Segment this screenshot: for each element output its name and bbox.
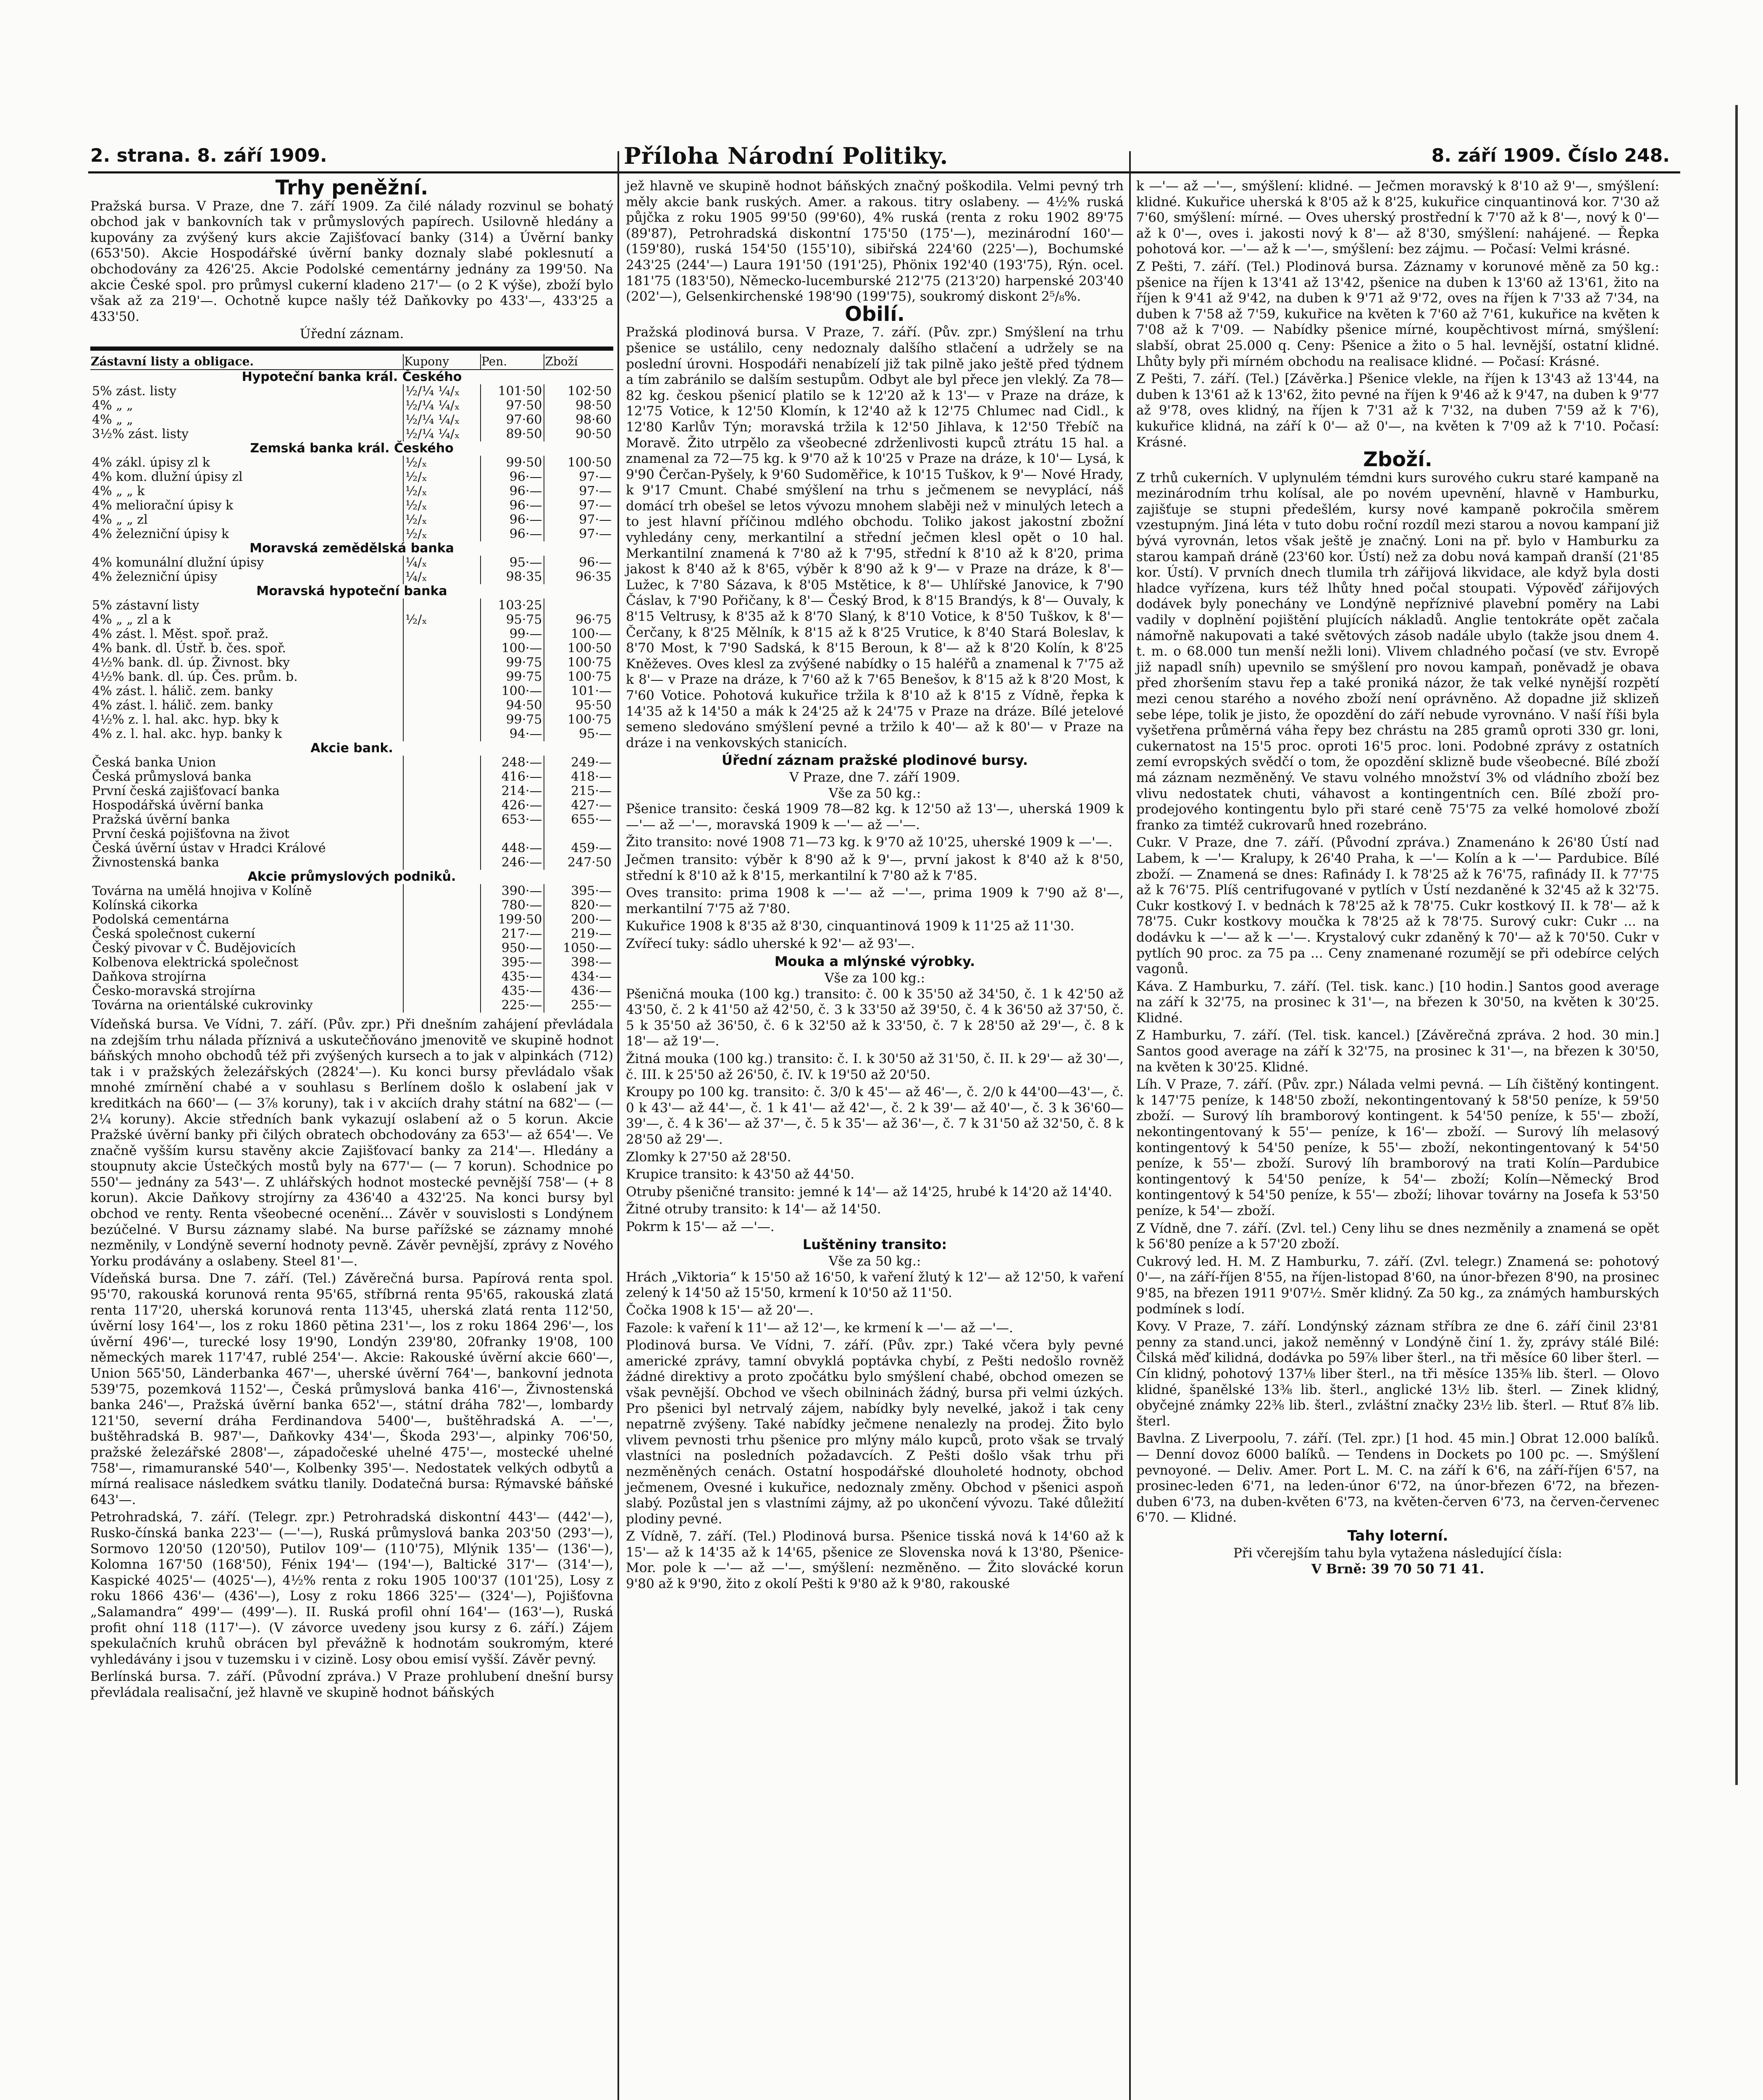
groats: Kroupy po 100 kg. transito: č. 3/0 k 45'— až 46'—, č. 2/0 k 44'00—43'—, č. 0 k 43'— až 44'—, č. 1 k 41'— až 42'—, č. 2 k 39'— až 40'—, č. 3 k 36'60—39'—, č. 4 k 36'— až 37'—, č. 5 k 35'— až 36'—, č. 7 k 31'50 až 32'50, č. 8 k 28'50 až 29'—.: [626, 1084, 1124, 1147]
bond-coupons: [403, 727, 481, 741]
bond-name: 4% komunální dlužní úpisy: [92, 555, 264, 570]
bond-name: 5% zást. listy: [92, 383, 176, 399]
bond-money: 248·—: [481, 756, 544, 770]
bond-name: 4% zást. l. hálič. zem. banky: [92, 683, 273, 698]
bond-money: 96·—: [481, 484, 544, 499]
bond-money: 89·50: [481, 427, 544, 441]
bond-name: Česká společnost cukerní: [92, 926, 255, 941]
bond-name: První česká zajišťovací banka: [92, 783, 280, 798]
lottery-intro: Při včerejším tahu byla vytažena následující čísla:: [1233, 1546, 1562, 1561]
bond-money: 435·—: [481, 984, 544, 998]
bond-goods: 97·—: [544, 499, 613, 513]
bond-goods: 434·—: [544, 970, 613, 984]
bond-section-row: [90, 370, 613, 384]
bond-row: [90, 470, 613, 484]
bond-goods: 98·50: [544, 399, 613, 413]
lottery-result: [1136, 1562, 1659, 1578]
bond-section-label: Moravská zemědělská banka: [250, 541, 454, 556]
bond-section-row: [90, 870, 613, 884]
bond-section-row: [90, 741, 613, 756]
bond-row: [90, 698, 613, 713]
bond-name: 4% „ „ zl: [92, 512, 148, 527]
bond-goods: 100·—: [544, 627, 613, 641]
bond-coupons: ½/ₓ: [403, 613, 481, 627]
bond-row: [90, 499, 613, 513]
bond-coupons: [403, 856, 481, 870]
lottery-title: Tahy loterní.: [1347, 1527, 1448, 1544]
bond-table-header-name: Zástavní listy a obligace.: [90, 354, 403, 370]
bond-table-header-coupons: Kupony: [403, 354, 481, 370]
bond-row: [90, 784, 613, 798]
bond-section-row: [90, 541, 613, 556]
bond-name: Pražská úvěrní banka: [92, 812, 230, 827]
bond-coupons: ½/¼ ¼/ₓ: [403, 399, 481, 413]
bond-name: 4½% bank. dl. úp. Čes. prům. b.: [92, 669, 298, 684]
bond-table-header-money: Pen.: [481, 354, 544, 370]
bond-row: [90, 484, 613, 499]
bond-goods: 96·75: [544, 613, 613, 627]
bond-name: Kolínská cikorka: [92, 898, 198, 913]
bond-row: [90, 756, 613, 770]
coffee-1: Káva. Z Hamburku, 7. září. (Tel. tisk. kanc.) [10 hodin.] Santos good average na září k 32'75, na prosinec k 31'—, na březen k 30'50, na květen k 30'25. Klidné.: [1136, 979, 1659, 1026]
bond-name: 4% zást. l. hálič. zem. banky: [92, 698, 273, 713]
bond-money: 653·—: [481, 813, 544, 827]
bond-money: 98·35: [481, 570, 544, 584]
bond-coupons: [403, 827, 481, 841]
bond-name: Továrna na orientálské cukrovinky: [92, 998, 313, 1013]
bond-goods: 200·—: [544, 913, 613, 927]
bond-goods: 100·75: [544, 656, 613, 670]
bond-coupons: [403, 998, 481, 1013]
bond-money: 94·—: [481, 727, 544, 741]
bond-row: [90, 884, 613, 898]
animal-fats: Zvířecí tuky: sádlo uherské k 92'— až 93'—.: [626, 936, 915, 951]
bond-coupons: [403, 784, 481, 798]
bond-name: 4½% bank. dl. úp. Živnost. bky: [92, 655, 290, 670]
bond-goods: 96·35: [544, 570, 613, 584]
bond-money: 99·50: [481, 456, 544, 470]
oats-transit: Oves transito: prima 1908 k —'— až —'—, prima 1909 k 7'90 až 8'—, merkantilní 7'75 až 7'80.: [626, 885, 1124, 916]
bond-coupons: ½/ₓ: [403, 484, 481, 499]
bond-coupons: [403, 698, 481, 713]
unit-note-legumes: Vše za 50 kg.:: [828, 1254, 921, 1269]
pest-produce-2: Z Pešti, 7. září. (Tel.) Plodinová bursa. Záznamy v korunové měně za 50 kg.: pšenice na říjen k 13'41 až 13'42, pšenice na duben k 13'60 až 13'61, žito na říjen k 9'41 až 9'42, na duben k 9'71 až 9'72, oves na říjen k 7'33 až 7'34, na duben k 7'58 až 7'59, kukuřice na květen k 7'60 až 7'61, kukuřice na květen k 7'08 až k 7'09. — Nabídky pšenice mírné, koupěchtivost mírná, smýšlení: slabší, obrat 25.000 q. Ceny: Pšenice a žito o 5 hal. levnější, ostatní klidné. Lhůty byly při mírném obchodu na realisace klidné. — Počasí: Krásné.: [1136, 259, 1659, 369]
page-header: [90, 142, 1670, 174]
bond-money: 435·—: [481, 970, 544, 984]
bond-money: 99·75: [481, 713, 544, 727]
bond-row: [90, 384, 613, 399]
bond-section-row: [90, 584, 613, 598]
bond-coupons: ½/¼ ¼/ₓ: [403, 427, 481, 441]
bond-goods: 95·—: [544, 727, 613, 741]
bond-row: [90, 798, 613, 813]
bond-goods: 395·—: [544, 884, 613, 898]
bond-row: [90, 598, 613, 613]
bond-goods: 100·50: [544, 456, 613, 470]
pest-produce-3: Z Pešti, 7. září. (Tel.) [Závěrka.] Pšenice vlekle, na říjen k 13'43 až 13'44, na duben k 13'61 až k 13'62, žito pevné na říjen k 9'46 až k 9'47, na duben k 9'77 až 9'78, oves klidný, na říjen k 7'31 až k 7'32, na duben 7'59 až k 7'6), kukuřice klidná, na září k 0'— až 0'—, na květen k 7'09 až k 7'10. Počasí: Krásné.: [1136, 371, 1659, 450]
bond-coupons: [403, 598, 481, 613]
bond-name: Česká úvěrní ústav v Hradci Králové: [92, 840, 326, 856]
bond-name: 3½% zást. listy: [92, 426, 189, 441]
header-right: 8. září 1909. Číslo 248.: [1431, 145, 1670, 166]
sugar-ice: Cukrový led. H. M. Z Hamburku, 7. září. (Zvl. telegr.) Znamená se: pohotový 0'—, na září-říjen 8'55, na říjen-listopad 8'60, na únor-březen 8'90, na prosinec 9'85, na březen 1911 9'07½. Směr klidný. Za 50 kg., za známých hamburských podmínek s lodí.: [1136, 1254, 1659, 1317]
vienna-bourse-text: Vídeňská bursa. Ve Vídni, 7. září. (Pův. zpr.) Při dnešním zahájení převládala na zdejším trhu nálada příznivá a uskutečňováno jmenovitě ve skupině hodnot báňských mnoho obchodů též při zvýšených kursech a to jak v alpinkách (712) tak i v pražských železářských (2824'—). Ku konci bursy převládalo však mnohé zmírnění chabé a v souhlasu s Berlínem došlo k oslabení jak v kreditkách na 660'— (— 3⅞ koruny), tak i v akciích drahy státní na 682'— (— 2¼ koruny). Akcie středních bank vykazují oslabení až o 5 korun. Akcie Pražské úvěrní banky při čilých obratech obchodovány za 653'— až 654'—. Ve značně vyšším kursu stavěny akcie Zajišťovací banky za 214'—. Hledány a stoupnuty akcie Ústečkých mostů byly na 677'— (— 7 korun). Schodnice po 550'— jednány za 543'—. Z uhlářských hodnot mostecké pevnější 758'— (+ 8 korun). Akcie Daňkovy strojírny za 436'40 a 432'25. Na konci bursy byl obchod ve renty. Renta všeobecné ocenění... Závěr v souvislosti s Londýnem bezúčelné. V Bursu záznamy slabé. Na burse pařížské se záznamy mnohé nezměnily, v Londýně severní hodnoty pevně. Závěr pevnější, zprávy z Nového Yorku prodávány a oslabeny. Steel 81'—.: [90, 1016, 613, 1269]
unit-note-100kg: Vše za 100 kg.:: [824, 971, 925, 986]
spirits: Líh. V Praze, 7. září. (Pův. zpr.) Nálada velmi pevná. — Líh čištěný kontingent. k 147'75 peníze, k 148'50 zboží, nekontingentovaný k 58'50 peníze, k 59'50 zboží. — Surový líh bramborový kontingent. k 54'50 peníze, k 55'— zboží, nekontingentovaný k 55'— peníze, k 16'— zboží. — Surový líh melasový kontingentový k 54'50 peníze, k 55'— zboží, nekontingentovaný k 54'50 peníze, k 55'— zboží. Surový líh bramborový na trati Kolín—Pardubice kontingentový k 54'50 peníze, k 54'— zboží; Kolín—Německý Brod kontingentový k 54'50 peníze, k 55'— zboží; lihovar továrny na Josefa k 53'50 peníze, k 54'— zboží.: [1136, 1077, 1659, 1218]
bond-name: 4% zákl. úpisy zl k: [92, 455, 210, 470]
rye-bran: Žitné otruby transito: k 14'— až 14'50.: [626, 1202, 881, 1217]
lentils: Čočka 1908 k 15'— až 20'—.: [626, 1302, 814, 1318]
rye-flour: Žitná mouka (100 kg.) transito: č. I. k 30'50 až 31'50, č. II. k 29'— až 30'—, č. III. k 25'50 až 26'50, č. IV. k 19'50 až 20'50.: [626, 1051, 1124, 1082]
corn-transit: Kukuřice 1908 k 8'35 až 8'30, cinquantinová 1909 k 11'25 až 11'30.: [626, 919, 1075, 934]
bond-money: 390·—: [481, 884, 544, 898]
bond-coupons: [403, 770, 481, 784]
bond-name: 4% z. l. hal. akc. hyp. banky k: [92, 726, 282, 741]
bond-name: Česká průmyslová banka: [92, 769, 252, 784]
bond-goods: 101·—: [544, 684, 613, 698]
column-1: [90, 178, 613, 1702]
bond-goods: 97·—: [544, 527, 613, 541]
column-rule-1: [617, 151, 619, 2100]
bond-money: 950·—: [481, 941, 544, 956]
bond-row: [90, 641, 613, 656]
bond-money: 416·—: [481, 770, 544, 784]
petersburg-text: Petrohradská, 7. září. (Telegr. zpr.) Petrohradská diskontní 443'— (442'—), Rusko-čínská banka 223'— (—'—), Ruská průmyslová banka 203'50 (293'—), Sormovo 120'50 (120'50), Putilov 109'— (110'75), Mlýnik 135'— (136'—), Kolomna 167'50 (168'50), Fénix 194'— (194'—), Baltické 317'— (314'—), Kaspické 4025'— (4025'—), 4½% renta z roku 1905 100'37 (101'25), Losy z roku 1866 436'— (436'—), Losy z roku 1866 325'— (324'—), Pojišťovna „Salamandra“ 499'— (499'—). II. Ruská profil ohní 164'— (163'—), Ruská profit ohní 118 (117'—). (V závorce uvedeny jsou kursy z 6. září.) Zájem spekulačních kruhů obrácen byl převážně k hodnotám soukromým, které vyhledávány i jsou v tuzemsku i v cizině. Losy obou emisí vyšší. Závěr pevný.: [90, 1509, 613, 1667]
wheat-flour: Pšeničná mouka (100 kg.) transito: č. 00 k 35'50 až 34'50, č. 1 k 42'50 až 43'50, č. 2 k 41'50 až 42'50, č. 3 k 33'50 až 39'50, č. 4 k 36'50 až 37'50, č. 5 k 35'50 až 36'50, č. 6 k 32'50 až k 33'50, č. 7 k 28'50 až 29'—, č. 8 k 18'— až 19'—.: [626, 986, 1124, 1049]
bond-row: [90, 984, 613, 998]
bond-coupons: ½/ₓ: [403, 456, 481, 470]
header-title: Příloha Národní Politiky.: [624, 142, 948, 169]
bond-goods: 95·50: [544, 698, 613, 713]
bond-goods: 249·—: [544, 756, 613, 770]
berlin-text: Berlínská bursa. 7. září. (Původní zpráva.) V Praze prohlubení dnešní bursy převládala realisační, jež hlavně ve skupině hodnot báňských: [90, 1669, 613, 1700]
bond-coupons: [403, 970, 481, 984]
bond-name: 4% zást. l. Měst. spoř. praž.: [92, 626, 269, 641]
bond-name: 4% „ „: [92, 412, 133, 427]
bond-money: 199·50: [481, 913, 544, 927]
margin-rule: [1735, 105, 1738, 1785]
bond-goods: 100·50: [544, 641, 613, 656]
bond-name: Český pivovar v Č. Budějovicích: [92, 940, 296, 956]
official-produce-date: V Praze, dne 7. září 1909.: [789, 769, 960, 785]
bond-section-label: Hypoteční banka král. Českého: [242, 369, 462, 384]
bond-name: Podolská cementárna: [92, 912, 229, 927]
coffee-2: Z Hamburku, 7. září. (Tel. tisk. kancel.) [Závěrečná zpráva. 2 hod. 30 min.] Santos good average na září k 32'75, na prosinec k 31'—, na březen k 30'50, na květen k 30'25. Klidné.: [1136, 1028, 1659, 1075]
bond-row: [90, 913, 613, 927]
sugar-markets: Z trhů cukerních. V uplynulém témdni kurs surového cukru staré kampaně na mezinárodním trhu kolísal, ale po novém upevnění, hlavně v Hamburku, zajišťuje se stupni předešlém, kursy nové kampaně pokročila směrem vzestupným. Jiná léta v tuto dobu roční rozdíl mezi starou a novou kampaní již bývá vyrovnán, letos však ještě je značný. Loni na př. bylo v Hamburku za starou kampaň dráně (23'60 kor. Ústí) než za dobu nová kampaň dranší (21'85 kor. Ústí). V prvních dnech tlumila trh zářijová likvidace, ale když byla dosti hladce vyřízena, kurs též lhůty hned počal stoupati. Výpověď zářijových dodávek byly ponechány ve Londýně nepříznivé plavební poměry na Labi vadily v doplnění pojištění plujících nákladů. Anglie tentokráte opět začala námořně nakupovati a také světových zásob nadále ubylo (takže jsou dnem 4. t. m. o 68.000 tun menší nežli loni). Vlivem chladného počasí (ve stv. Evropě již napadl sníh) upevnilo se smýšlení pro novou kampaň, poněvadž je obava před zhoršením stavu řep a také proniká názor, že tak velké nynější rozpětí mezi cenou starého a nového zboží není oprávněno. Až dopadne již sklizeň sebe lépe, tolik je jisto, že opozdění do září nebude vyrovnáno. V naší říši byla vyšetřena průměrná váha řepy bez chrástu na 285 gramů oproti 330 gr. loni, cukernatost na 15'5 proc. oproti 16'5 proc. loni. Podobné zprávy z ostatních zemí evropských svědčí o tom, že opozdění sklizně bude všeobecné. Bílé zboží má záznam nezměněný. Ve stavu volného množství 3% od vládního zboží bez vlivu nedostatek chuti, váhavost a kontingentních cen. Bílé zboží pro-prodejového kontingentu bylo při staré ceně 75'75 za velké homolové zboží franko za timtéž cukrovarů hned rozebráno.: [1136, 470, 1659, 833]
bond-goods: 459·—: [544, 841, 613, 856]
bond-goods: 90·50: [544, 427, 613, 441]
bond-goods: 215·—: [544, 784, 613, 798]
bond-name: 4% bank. dl. Ústř. b. čes. spoř.: [92, 640, 286, 656]
bond-section-row: [90, 441, 613, 456]
bond-money: 217·—: [481, 927, 544, 941]
bond-coupons: [403, 984, 481, 998]
bond-money: 246·—: [481, 856, 544, 870]
feed: Pokrm k 15'— až —'—.: [626, 1219, 775, 1234]
bond-money: 96·—: [481, 513, 544, 527]
column-2: [626, 178, 1124, 1594]
bond-section-label: Moravská hypoteční banka: [256, 583, 447, 598]
bond-name: Hospodářská úvěrní banka: [92, 798, 264, 813]
section-divider: [90, 346, 613, 351]
bond-row: [90, 770, 613, 784]
bond-coupons: ½/ₓ: [403, 499, 481, 513]
bond-row: [90, 656, 613, 670]
bond-row: [90, 627, 613, 641]
bond-name: 4% železniční úpisy: [92, 569, 218, 584]
bond-name: Česko-moravská strojírna: [92, 983, 256, 998]
bond-money: 96·—: [481, 470, 544, 484]
bond-name: 4% „ „: [92, 398, 133, 413]
bond-row: [90, 727, 613, 741]
bond-coupons: [403, 841, 481, 856]
bond-name: Továrna na umělá hnojiva v Kolíně: [92, 883, 312, 898]
bond-coupons: [403, 641, 481, 656]
official-produce-title: Úřední záznam pražské plodinové bursy.: [722, 752, 1028, 769]
header-left: 2. strana. 8. září 1909.: [90, 145, 327, 166]
cotton: Bavlna. Z Liverpoolu, 7. září. (Tel. zpr.) [1 hod. 45 min.] Obrat 12.000 balíků. — Denní dovoz 6000 balíků. — Tendens in Dockets po 100 pc. —. Smýšlení pevnoyoné. — Deliv. Amer. Port L. M. C. na září k 6'6, na září-říjen 6'57, na prosinec-leden 6'71, na leden-únor 6'72, na únor-březen 6'72, na březen-duben 6'73, na duben-květen 6'73, na květen-červen 6'73, na červen-červenec 6'70. — Klidné.: [1136, 1431, 1659, 1525]
broken-groats: Zlomky k 27'50 až 28'50.: [626, 1149, 791, 1165]
bond-coupons: [403, 670, 481, 684]
column-3: [1136, 178, 1659, 1578]
bond-goods: 98·60: [544, 413, 613, 427]
bond-coupons: ½/ₓ: [403, 527, 481, 541]
bond-name: Česká banka Union: [92, 755, 216, 770]
bond-money: 103·25: [481, 598, 544, 613]
bond-money: 99·75: [481, 656, 544, 670]
bond-goods: 97·—: [544, 470, 613, 484]
bond-row: [90, 898, 613, 913]
bond-goods: 820·—: [544, 898, 613, 913]
bond-coupons: ½/¼ ¼/ₓ: [403, 384, 481, 399]
section-title-goods: Zboží.: [1363, 448, 1432, 472]
rye-transit: Žito transito: nové 1908 71—73 kg. k 9'70 až 10'25, uherské 1909 k —'—.: [626, 835, 1113, 850]
bond-money: [481, 827, 544, 841]
bond-name: 4% kom. dlužní úpisy zl: [92, 469, 243, 484]
bond-name: 4% „ „ zl a k: [92, 612, 171, 627]
bond-money: 99·75: [481, 670, 544, 684]
bond-row: [90, 998, 613, 1013]
peas: Hrách „Viktoria“ k 15'50 až 16'50, k vaření žlutý k 12'— až 12'50, k vaření zelený k 14'50 až 15'50, krmení k 10'50 až 11'50.: [626, 1269, 1124, 1301]
bond-coupons: ½/¼ ¼/ₓ: [403, 413, 481, 427]
bond-coupons: [403, 798, 481, 813]
column-rule-2: [1129, 151, 1131, 2100]
bond-money: 101·50: [481, 384, 544, 399]
bond-name: První česká pojišťovna na život: [92, 826, 290, 841]
bond-table-body: [90, 370, 613, 1013]
bond-goods: 102·50: [544, 384, 613, 399]
bond-row: [90, 570, 613, 584]
bond-goods: 1050·—: [544, 941, 613, 956]
bond-section-label: Zemská banka král. Českého: [250, 441, 454, 456]
bond-coupons: [403, 941, 481, 956]
lottery-numbers: 39 70 50 71 41.: [1371, 1562, 1484, 1577]
bond-table-header-goods: Zboží: [544, 354, 613, 370]
bond-money: 395·—: [481, 956, 544, 970]
bond-coupons: ¼/ₓ: [403, 556, 481, 570]
bond-goods: 655·—: [544, 813, 613, 827]
bond-goods: 398·—: [544, 956, 613, 970]
wheat-bran: Otruby pšeničné transito: jemné k 14'— až 14'25, hrubé k 14'20 až 14'40.: [626, 1184, 1112, 1200]
wheat-transit: Pšenice transito: česká 1909 78—82 kg. k 12'50 až 13'—, uherská 1909 k —'— až —'—, moravská 1909 k —'— až —'—.: [626, 801, 1124, 832]
bond-goods: 247·50: [544, 856, 613, 870]
bond-goods: 427·—: [544, 798, 613, 813]
bond-row: [90, 527, 613, 541]
bond-money: 214·—: [481, 784, 544, 798]
bond-coupons: [403, 813, 481, 827]
bond-money: 99·—: [481, 627, 544, 641]
header-rule: [88, 171, 1680, 173]
bond-row: [90, 456, 613, 470]
vienna-closing-text: Vídeňská bursa. Dne 7. září. (Tel.) Závěrečná bursa. Papírová renta spol. 95'70, rakouská korunová renta 95'65, stříbrná renta 95'65, rakouská zlatá renta 117'20, uherská korunová renta 113'45, uherská zlatá renta 112'50, úvěrní losy 164'—, los z roku 1860 pětina 231'—, los z roku 1864 296'—, los úvěrní 496'—, turecké losy 19'90, Londýn 239'80, 20franky 19'08, 100 německých marek 117'47, rublé 254'—. Akcie: Rakouské úvěrní akcie 660'—, Union 565'50, Länderbanka 467'—, uherské úvěrní 764'—, bankovní jednota 539'75, pozemková 1152'—, Česká průmyslová banka 416'—, Živnostenská banka 246'—, Pražská úvěrní banka 652'—, státní dráha 782'—, lombardy 121'50, severní dráha Ferdinandova 5400'—, buštěhradská A. —'—, buštěhradská B. 987'—, Daňkovky 434'—, Škoda 293'—, alpinky 706'50, pražské železářské 2808'—, západočeské uhelné 475'—, mostecké uhelné 758'—, rimamuranské 540'—, Kolbenky 395'—. Nedostatek velkých odbytů a mírná realisace následkem svátku tlanily. Dodatečná bursa: Rýmavské báňské 643'—.: [90, 1271, 613, 1507]
bond-row: [90, 684, 613, 698]
bond-name: 4% „ „ k: [92, 483, 145, 499]
bond-row: [90, 956, 613, 970]
bond-row: [90, 813, 613, 827]
legumes-title: Luštěniny transito:: [802, 1236, 947, 1252]
vienna-produce-text: Plodinová bursa. Ve Vídni, 7. září. (Pův. zpr.) Také včera byly pevné americké zprávy, tamní obvyklá poptávka chybí, z Pešti nedošlo rovněž žádné direktivy a proto zpočátku bylo smýšlení chabé, obchod omezen se však pevnější. Obchod ve všech obilninách žádný, bursa při velmi úzkých. Pro pšenici byl netrvalý zájem, nabídky byly nevelké, jakož i tak ceny nepatrně zvýšeny. Také nabídky ječmene nenalezly na prodej. Žito bylo vlivem pevnosti trhu pšenice pro mlýny málo kupců, proto však se trvalý vlastníci na posledních požadavcích. Z Pešti došlo však trhu při nezměněných cenách. Ostatní hospodářské dlouholeté hodnoty, obchod ječmenem, Ovesné i kukuřice, nedoznaly změny. Obchod v pšenici aspoň slabý. Pozůstal jen s vlastními zájmy, až po ukončení vývozu. Také důležití plodiny pevné.: [626, 1338, 1124, 1527]
bond-goods: 255·—: [544, 998, 613, 1013]
bond-name: 4% meliorační úpisy k: [92, 498, 234, 513]
bond-row: [90, 556, 613, 570]
bond-money: 95·—: [481, 556, 544, 570]
bond-coupons: [403, 684, 481, 698]
beans: Fazole: k vaření k 11'— až 12'—, ke krmení k —'— až —'—.: [626, 1320, 1013, 1336]
prague-bourse-text: Pražská bursa. V Praze, dne 7. září 1909. Za čilé nálady rozvinul se bohatý obchod jak v bankovních tak v průmyslových papírech. Usilovně hledány a kupovány za zvýšený kurs akcie Zajišťovací banky (314) a Úvěrní banky (653'50). Akcie Hospodářské úvěrní banky doznaly slabé poklesnutí a obchodovány za 426'25. Akcie Podolské cementárny jednány za 199'50. Na akcie České spol. pro průmysl cukerní kladeno 217'— (o 2 K výše), zboží bylo však až za 219'—. Ochotně kupce našly též Daňkovky po 433'—, 433'25 a 433'50.: [90, 198, 613, 324]
bond-goods: 219·—: [544, 927, 613, 941]
metals: Kovy. V Praze, 7. září. Londýnský záznam stříbra ze dne 6. září činil 23'81 penny za stand.unci, jakož neměnný v Londýně činí 1. žy, zprávy stálé Bilé: Čilská měď kilidná, dodávka po 59⅞ liber šterl., na tři měsíce 60 liber šterl. — Cín klidný, pohotový 137⅛ liber šterl., na tři měsíce 135⅜ lib. šterl. — Olovo klidné, španělské 13⅜ lib. šterl., anglické 13½ lib. šterl. — Zinek klidný, obyčejné známky 22⅜ lib. šterl., zvláštní značky 23½ lib. šterl. — Rtuť 8⅞ lib. šterl.: [1136, 1319, 1659, 1429]
bond-coupons: [403, 756, 481, 770]
lottery-place: V Brně:: [1311, 1562, 1366, 1577]
bond-money: 100·—: [481, 641, 544, 656]
bond-name: Daňkova strojírna: [92, 969, 207, 984]
bond-coupons: [403, 913, 481, 927]
bond-coupons: [403, 713, 481, 727]
bond-section-label: Akcie průmyslových podniků.: [247, 869, 456, 884]
bond-table: [90, 354, 613, 1013]
flour-title: Mouka a mlýnské výrobky.: [774, 953, 975, 969]
bond-row: [90, 427, 613, 441]
bond-money: 94·50: [481, 698, 544, 713]
semolina: Krupice transito: k 43'50 až 44'50.: [626, 1167, 855, 1182]
bond-goods: 97·—: [544, 484, 613, 499]
bond-goods: 100·75: [544, 670, 613, 684]
bond-name: Živnostenská banka: [92, 855, 219, 870]
bond-money: 426·—: [481, 798, 544, 813]
bond-row: [90, 713, 613, 727]
bond-coupons: ½/ₓ: [403, 513, 481, 527]
bond-name: Kolbenova elektrická společnost: [92, 955, 299, 970]
bond-coupons: [403, 898, 481, 913]
bond-name: 5% zástavní listy: [92, 598, 200, 613]
bond-money: 96·—: [481, 527, 544, 541]
bond-coupons: [403, 656, 481, 670]
bond-coupons: ½/ₓ: [403, 470, 481, 484]
bond-section-label: Akcie bank.: [310, 740, 393, 756]
bond-money: 97·50: [481, 399, 544, 413]
bond-row: [90, 970, 613, 984]
bond-row: [90, 927, 613, 941]
official-record-label: Úřední záznam.: [300, 326, 404, 342]
bond-money: 97·60: [481, 413, 544, 427]
pest-cont-text: k —'— až —'—, smýšlení: klidné. — Ječmen moravský k 8'10 až 9'—, smýšlení: klidné. Kukuřice uherská k 8'05 až k 8'25, kukuřice cinquantinová kor. 7'30 až 7'60, smýšlení: mírné. — Oves uherský prostřední k 7'70 až k 8'—, nový k 0'— až k 0'—, oves i. jakosti nový k 8'— až 8'30, smýšlení: nahájené. — Řepka pohotová kor. —'— až k —'—, smýšlení: bez zájmu. — Počasí: Velmi krásné.: [1136, 178, 1659, 257]
bond-row: [90, 613, 613, 627]
section-title-grain: Obilí.: [845, 302, 905, 326]
bond-coupons: [403, 627, 481, 641]
bond-goods: 100·75: [544, 713, 613, 727]
spirits-vienna: Z Vídně, dne 7. září. (Zvl. tel.) Ceny lihu se dnes nezměnily a znamená se opět k 56'80 peníze a k 57'20 zboží.: [1136, 1221, 1659, 1252]
bond-goods: 436·—: [544, 984, 613, 998]
bond-row: [90, 827, 613, 841]
unit-note-50kg: Vše za 50 kg.:: [828, 785, 921, 801]
sugar-prague: Cukr. V Praze, dne 7. září. (Původní zpráva.) Znamenáno k 26'80 Ústí nad Labem, k —'— Kralupy, k 26'40 Praha, k —'— Kolín a k —'— Pardubice. Bílé zboží. — Znamená se dnes: Rafinády I. k 78'25 až k 76'75, rafinády II. k 77'75 až k 76'75. Plíš centrifugované v pytlích v Ústí nezdaněné k 32'45 až k 32'75. Cukr kostkový I. v bednách k 78'25 až k 78'75. Cukr kostkový II. k 78'— až k 78'75. Cukr kostkovy moučka k 78'25 až k 78'75. Surový cukr: Cukr ... na dodávku k —'— až k —'—. Krystalový cukr zdaněný k 70'— až k 70'50. Cukr v pytlích 90 proc. za 75 pa ... Ceny znamenané rozumějí se při odebírce celých vagonů.: [1136, 835, 1659, 977]
bond-goods: 96·—: [544, 556, 613, 570]
bond-money: 448·—: [481, 841, 544, 856]
barley-transit: Ječmen transito: výběr k 8'90 až k 9'—, první jakost k 8'40 až k 8'50, střední k 8'10 až k 8'15, merkantilní k 7'80 až k 7'85.: [626, 852, 1124, 883]
bond-goods: [544, 598, 613, 613]
bond-goods: [544, 827, 613, 841]
bond-money: 100·—: [481, 684, 544, 698]
prague-produce-text: Pražská plodinová bursa. V Praze, 7. září. (Pův. zpr.) Smýšlení na trhu pšenice se ustálilo, ceny nedoznaly dalšího stlačení a udržely se na poslední úrovni. Hospodáři nenabízelí již tak pilně jako ještě před týdnem a tím zabránilo se dalším sestupům. Odbyt ale byl přece jen vleklý. Za 78—82 kg. českou pšenicí platilo se k 12'20 až k 13'— v Praze na dráze, k 12'75 Votice, k 12'50 Klomín, k 12'40 až k 12'75 Chlumec nad Cidl., k 12'80 Karlův Týn; moravská tržila k 12'50 Jihlava, k 12'50 Třebíč na Moravě. Žito utrpělo za všeobecné zdrženlivosti kupců ztrátu 15 hal. a znamenal za 72—75 kg. k 9'70 až k 10'25 v Praze na dráze, k 10'— Lysá, k 9'90 Čerčan-Pyšely, k 9'60 Sudoměřice, k 10'15 Tuškov, k 9'— Nové Hrady, k 9'17 Cmunt. Chabé smýšlení na trhu s ječmenem se nevyplácí, náš domácí trh obešel se letos vývozu mnohem slaběji než v minulých letech a to jest hlavní příčinou mdlého obchodu. Toliko jakost jakostní zbožní vyhledány ceny, merkantilní a střední ječmen klesl opět o 10 hal. Merkantilní znamená k 7'80 až k 7'95, střední k 8'10 až k 8'20, prima jakost k 8'40 až k 8'65, výběr k 8'90 až k 9'— v Praze na dráze, k 8'— Lužec, k 7'80 Sázava, k 8'05 Mstětice, k 8'— Uhlířské Janovice, k 7'90 Čáslav, k 7'90 Pořičany, k 8'— Český Brod, k 8'15 Brandýs, k 8'— Ouvaly, k 8'15 Veltrusy, k 8'35 až k 8'70 Slaný, k 8'10 Votice, k 8'50 Tuškov, k 8'— Čerčany, k 8'25 Mělník, k 8'15 až k 8'25 Vrutice, k 8'40 Stará Boleslav, k 8'70 Most, k 7'90 Sadská, k 8'15 Beroun, k 8'— až k 8'20 Kolín, k 8'25 Kněževes. Oves klesl za zvýšené nabídky o 15 haléřů a znamenal k 7'75 až k 8'— v Praze na dráze, k 7'60 až k 7'65 Benešov, k 8'15 až k 8'20 Most, k 7'60 Votice. Pohotová kukuřice tržila k 8'10 až k 8'15 z Vídně, řepka k 14'35 až k 14'50 a mák k 24'25 až k 24'75 v Praze na dráze. Bílé jetelové semeno sledováno smýšlení pevné a tržilo k 40'— až k 80'— v Praze na dráze i na venkovských stanicích.: [626, 325, 1124, 751]
bond-goods: 418·—: [544, 770, 613, 784]
bond-row: [90, 399, 613, 413]
bond-row: [90, 670, 613, 684]
berlin-cont-text: jež hlavně ve skupině hodnot báňských značný poškodila. Velmi pevný trh měly akcie bank ruských. Amer. a rakous. titry oslabeny. — 4½% ruská půjčka z roku 1905 99'50 (99'60), 4% ruská (renta z roku 1902 89'75 (89'87), Petrohradská diskontní 175'50 (175'—), mezinárodní 160'— (159'80), ruská 154'50 (155'10), sibiřská 224'60 (225'—), Bochumské 243'25 (244'—) Laura 191'50 (191'25), Phönix 192'40 (193'75), Rýn. ocel. 181'75 (183'50), Německo-lucemburské 212'75 (213'20) harpenské 203'40 (202'—), Gelsenkirchenské 198'90 (199'75), soukromý diskont 2⁵/₈%.: [626, 178, 1124, 304]
bond-money: 780·—: [481, 898, 544, 913]
bond-money: 96·—: [481, 499, 544, 513]
bond-row: [90, 856, 613, 870]
bond-name: 4% železniční úpisy k: [92, 526, 229, 541]
bond-coupons: [403, 956, 481, 970]
pest-produce-text: Z Vídně, 7. září. (Tel.) Plodinová bursa. Pšenice tisská nová k 14'60 až k 15'— až k 14'35 až k 14'65, pšenice ze Slovenska nová k 13'80, Pšenice-Mor. pole k —'— až —'—, smýšlení: nezměněno. — Žito slovácké korun 9'80 až k 9'90, žito z okolí Pešti k 9'80 až k 9'80, rakouské: [626, 1529, 1124, 1592]
bond-name: 4½% z. l. hal. akc. hyp. bky k: [92, 712, 279, 727]
bond-row: [90, 513, 613, 527]
section-title-money: Trhy peněžní.: [275, 176, 428, 200]
bond-coupons: ¼/ₓ: [403, 570, 481, 584]
bond-coupons: [403, 884, 481, 898]
bond-row: [90, 841, 613, 856]
bond-money: 95·75: [481, 613, 544, 627]
bond-money: 225·—: [481, 998, 544, 1013]
bond-row: [90, 941, 613, 956]
bond-goods: 97·—: [544, 513, 613, 527]
bond-row: [90, 413, 613, 427]
bond-coupons: [403, 927, 481, 941]
